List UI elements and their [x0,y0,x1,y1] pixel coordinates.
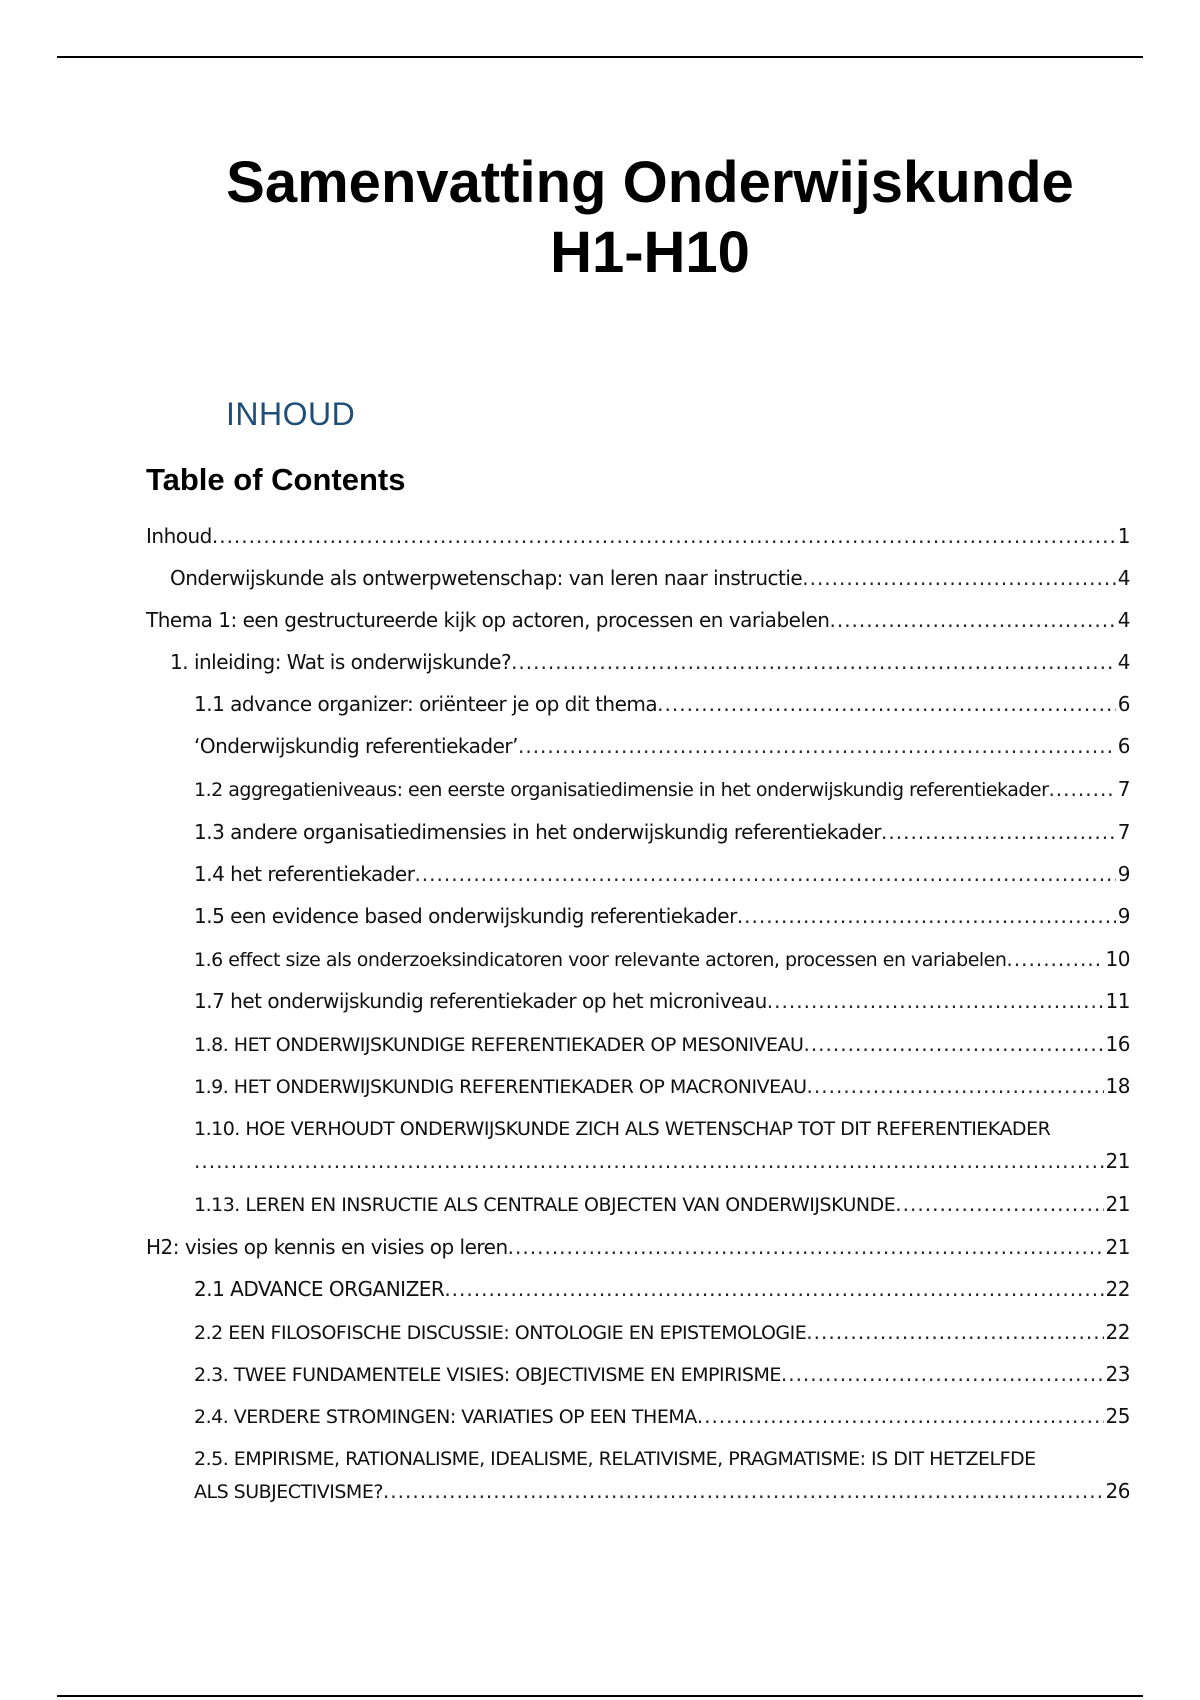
toc-page-number: 25 [1105,1404,1130,1428]
toc-entry-text: Onderwijskunde als ontwerpwetenschap: van leren naar instructie [170,566,803,590]
toc-page-number: 21 [1105,1192,1130,1216]
toc-leader-dots [806,1316,1103,1348]
toc-entry-text: 2.5. EMPIRISME, RATIONALISME, IDEALISME, RELATIVISME, PRAGMATISME: IS DIT HETZELFDE [194,1448,1036,1470]
toc-page-number: 11 [1105,989,1130,1013]
toc-page-number: 22 [1105,1320,1130,1344]
toc-entry[interactable] [194,858,1130,890]
toc-entry[interactable] [194,943,1130,976]
toc-entry[interactable] [194,1070,1130,1103]
toc-page-number: 21 [1105,1235,1130,1259]
toc-entry[interactable] [194,1316,1130,1349]
section-heading: INHOUD [226,396,356,432]
toc-entry[interactable] [194,900,1130,932]
toc-entry[interactable] [194,985,1130,1017]
toc-entry-text: 2.3. TWEE FUNDAMENTELE VISIES: OBJECTIVISME EN EMPIRISME [194,1364,781,1386]
toc-page-number: 4 [1117,650,1130,674]
toc-entry-text: 1.10. HOE VERHOUDT ONDERWIJSKUNDE ZICH ALS WETENSCHAP TOT DIT REFERENTIEKADER [194,1118,1051,1140]
toc-page-number: 16 [1105,1032,1130,1056]
toc-entry-text: 1.7 het onderwijskundig referentiekader op het microniveau [194,989,767,1013]
toc-leader-dots [657,688,1116,720]
toc-page-number: 6 [1117,692,1130,716]
toc-leader-dots [212,520,1116,552]
toc-entry[interactable] [194,1358,1130,1391]
toc-page-number: 9 [1117,904,1130,928]
toc-page-number: 6 [1117,734,1130,758]
document-title-line2: H1-H10 [550,220,750,285]
toc-entry[interactable] [194,730,1130,762]
toc-entry-text: ‘Onderwijskundig referentiekader’ [194,734,518,758]
toc-leader-dots [383,1475,1104,1507]
toc-leader-dots [895,1188,1103,1220]
toc-page-number: 10 [1105,947,1130,971]
toc-entry-multiline[interactable] [194,1443,1130,1508]
toc-entry[interactable] [194,1273,1130,1305]
toc-entry-text: 2.1 ADVANCE ORGANIZER [194,1277,445,1301]
toc-entry-text: 1.8. HET ONDERWIJSKUNDIGE REFERENTIEKADER OP MESONIVEAU [194,1034,804,1056]
toc-entry[interactable] [194,1028,1130,1061]
toc-leader-dots [881,816,1116,848]
toc-entry-text: Inhoud [146,524,212,548]
toc-page-number: 26 [1105,1479,1130,1503]
document-title-line1: Samenvatting Onderwijskunde [226,150,1074,215]
toc-page-number: 4 [1117,608,1130,632]
toc-entry-text: Thema 1: een gestructureerde kijk op actoren, processen en variabelen [146,608,830,632]
toc-entry[interactable] [194,688,1130,720]
toc-leader-dots [781,1358,1104,1390]
toc-leader-dots [807,1070,1104,1102]
toc-entry[interactable] [194,1188,1130,1221]
toc-entry-text: 1.1 advance organizer: oriënteer je op dit thema [194,692,658,716]
toc-entry-text: 1.9. HET ONDERWIJSKUNDIG REFERENTIEKADER OP MACRONIVEAU [194,1076,807,1098]
toc-entry[interactable] [194,1400,1130,1433]
toc-entry[interactable] [146,1231,1130,1263]
toc-page-number: 22 [1105,1277,1130,1301]
toc-entry-text: 1.3 andere organisatiedimensies in het onderwijskundig referentiekader [194,820,882,844]
toc-leader-dots [444,1273,1103,1305]
toc-entry[interactable] [170,646,1130,678]
toc-entry-text: 2.2 EEN FILOSOFISCHE DISCUSSIE: ONTOLOGIE EN EPISTEMOLOGIE [194,1322,807,1344]
toc-page-number: 23 [1105,1362,1130,1386]
toc-entry[interactable] [146,520,1130,552]
toc-leader-dots [737,900,1116,932]
toc-entry-text: H2: visies op kennis en visies op leren [146,1235,508,1259]
toc-page-number: 7 [1117,777,1130,801]
bottom-rule [57,1695,1143,1697]
toc-entry-text: 1.4 het referentiekader [194,862,415,886]
toc-entry-text: 1.2 aggregatieniveaus: een eerste organisatiedimensie in het onderwijskundig referentiekader [194,779,1049,801]
toc-entry[interactable] [146,604,1130,636]
toc-page-number: 4 [1117,566,1130,590]
toc-leader-dots [518,730,1116,762]
toc-leader-dots [1048,773,1115,805]
toc-leader-dots [803,1028,1103,1060]
toc-entry[interactable] [194,816,1130,848]
toc-entry-text: 1. inleiding: Wat is onderwijskunde? [170,650,512,674]
toc-page-number: 1 [1117,524,1130,548]
toc-entry-text: 1.5 een evidence based onderwijskundig referentiekader [194,904,737,928]
toc-leader-dots [802,562,1116,594]
toc-entry[interactable] [170,562,1130,594]
toc-leader-dots [767,985,1104,1017]
toc-page-number: 9 [1117,862,1130,886]
toc-leader-dots [1006,943,1103,975]
toc-page-number: 18 [1105,1074,1130,1098]
toc-entry-text: 2.4. VERDERE STROMINGEN: VARIATIES OP EEN THEMA [194,1406,697,1428]
toc-leader-dots [697,1400,1104,1432]
toc-entry-multiline[interactable] [194,1113,1130,1177]
toc-leader-dots [829,604,1115,636]
toc-heading: Table of Contents [146,462,406,497]
toc-entry-text-cont: ALS SUBJECTIVISME? [194,1481,383,1503]
toc-page-number: 7 [1117,820,1130,844]
toc-leader-dots [511,646,1116,678]
toc-leader-dots [194,1145,1104,1177]
toc-leader-dots [414,858,1115,890]
toc-leader-dots [508,1231,1104,1263]
toc-entry[interactable] [194,773,1130,806]
toc-entry-text: 1.13. LEREN EN INSRUCTIE ALS CENTRALE OBJECTEN VAN ONDERWIJSKUNDE [194,1194,896,1216]
toc-page-number: 21 [1105,1149,1130,1173]
toc-entry-text: 1.6 effect size als onderzoeksindicatoren voor relevante actoren, processen en variabelen [194,949,1007,971]
